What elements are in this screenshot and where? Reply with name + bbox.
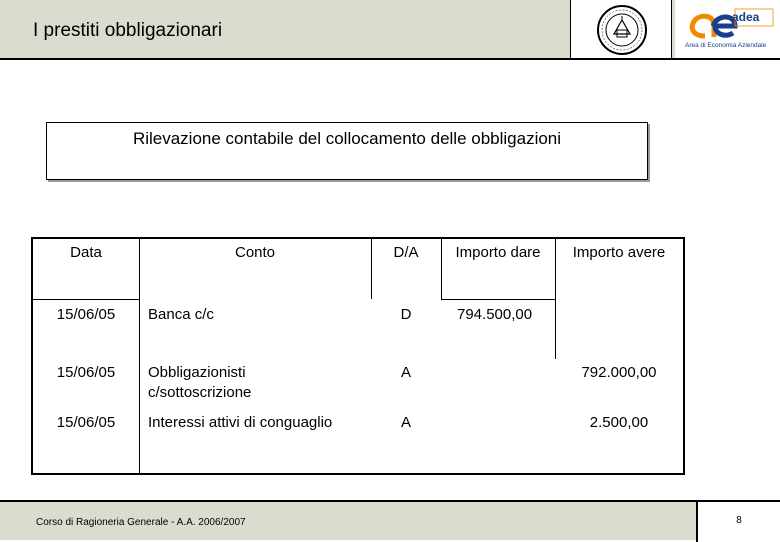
row-divider <box>33 299 139 300</box>
university-logo <box>570 0 672 58</box>
subtitle-box <box>46 122 648 180</box>
row-2-da: A <box>400 364 411 381</box>
header-rule <box>0 58 780 60</box>
row-divider <box>441 299 555 300</box>
journal-table <box>31 237 685 475</box>
row-2-conto: Obbligazionisti c/sottoscrizione <box>148 364 252 401</box>
adea-logo <box>675 0 780 58</box>
university-seal-icon <box>596 4 648 56</box>
header-band <box>0 0 780 60</box>
header-importo-dare: Importo dare <box>455 244 541 261</box>
header-da: D/A <box>393 244 419 261</box>
row-2-avere: 792.000,00 <box>581 364 657 381</box>
page-number-box <box>698 502 780 540</box>
row-1-data: 15/06/05 <box>56 306 116 323</box>
adea-subtitle: Area di Economia Aziendale <box>685 42 767 49</box>
page-number: 8 <box>736 515 742 526</box>
row-1-da: D <box>400 306 412 323</box>
row-1-dare: 794.500,00 <box>457 306 533 323</box>
row-2-data: 15/06/05 <box>56 364 116 381</box>
header-importo-avere: Importo avere <box>572 244 666 261</box>
row-1-conto: Banca c/c <box>148 306 214 323</box>
row-3-data: 15/06/05 <box>56 414 116 431</box>
header-conto: Conto <box>234 244 276 261</box>
footer-band <box>0 500 780 540</box>
subtitle-text: Rilevazione contabile del collocamento delle obbligazioni <box>132 129 562 148</box>
row-3-da: A <box>400 414 411 431</box>
header-data: Data <box>70 244 102 261</box>
slide-title: I prestiti obbligazionari <box>33 20 223 41</box>
adea-wordmark: adea <box>732 10 760 24</box>
row-3-conto: Interessi attivi di conguaglio <box>148 414 333 431</box>
row-3-avere: 2.500,00 <box>589 414 649 431</box>
column-divider <box>139 239 140 473</box>
column-divider <box>555 299 556 359</box>
course-label: Corso di Ragioneria Generale - A.A. 2006/2007 <box>36 517 246 528</box>
